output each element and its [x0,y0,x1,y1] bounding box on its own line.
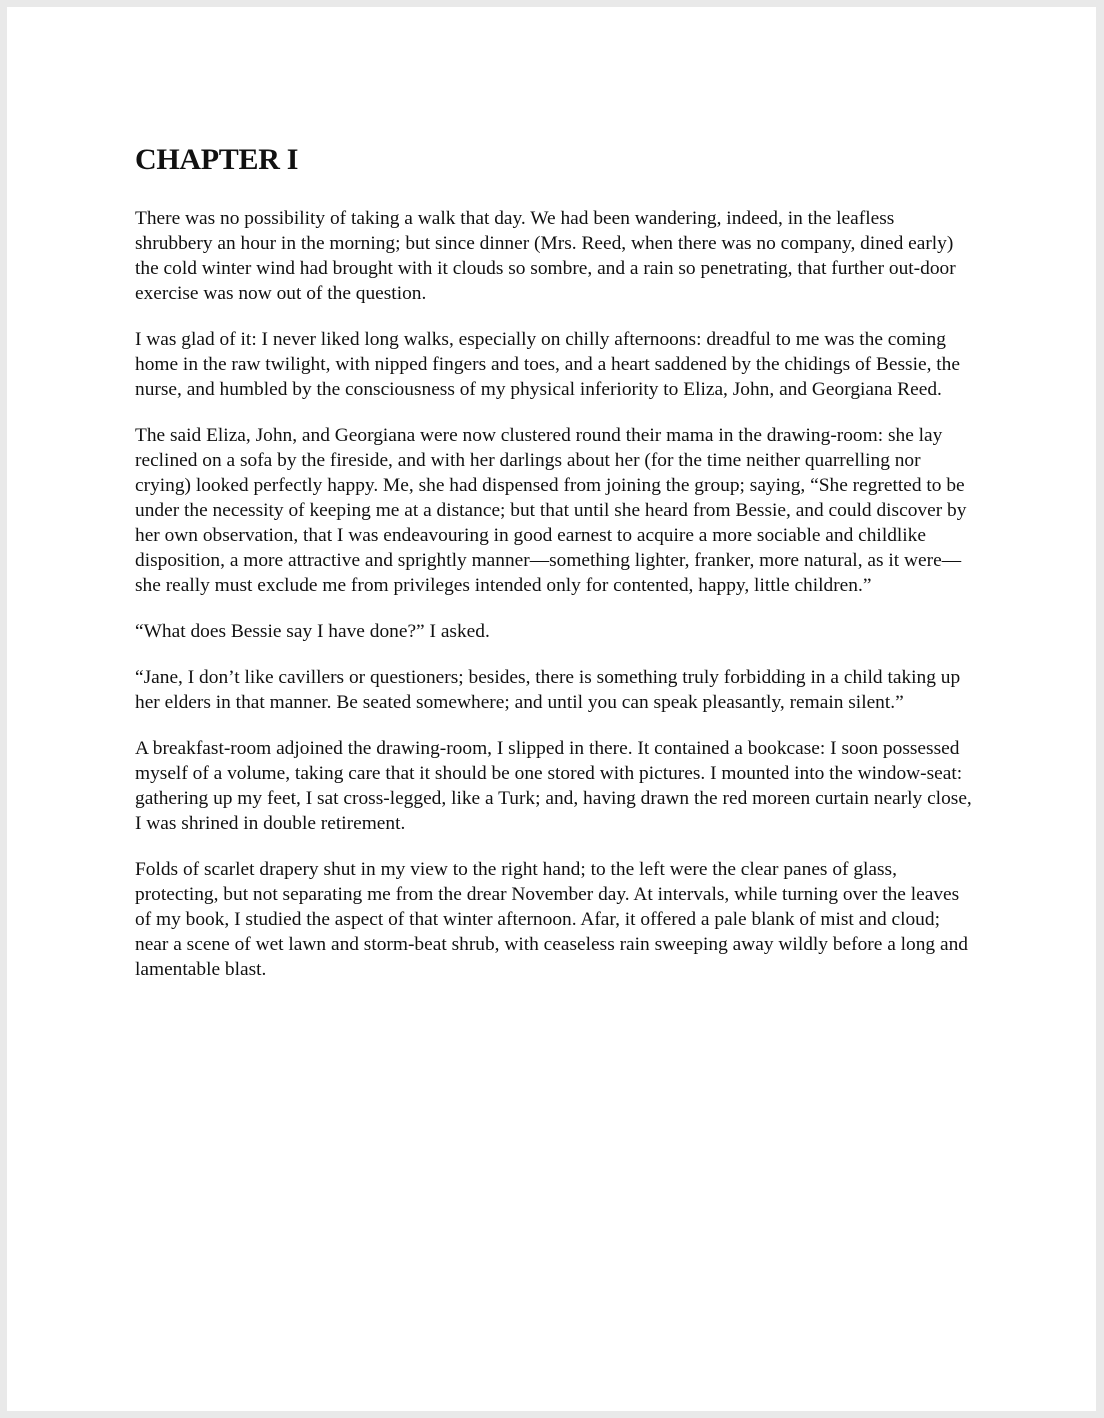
chapter-title: CHAPTER I [135,143,299,176]
paragraph: I was glad of it: I never liked long walks, especially on chilly afternoons: dreadful to me was the coming home in the raw twilight, with nipped fingers and toes, and a heart saddened by the chidings of Bessie, the nurse, and humbled by the consciousness of my physical inferiority to Eliza, John, and Georgiana Reed. [135,329,960,400]
paragraph: A breakfast-room adjoined the drawing-room, I slipped in there. It contained a bookcase: I soon possessed myself of a volume, taking care that it should be one stored with pictures. I mounted into the window-seat: gathering up my feet, I sat cross-legged, like a Turk; and, having drawn the red moreen curtain nearly close, I was shrined in double retirement. [135,738,972,834]
document-content [135,142,975,982]
paragraph: “Jane, I don’t like cavillers or questioners; besides, there is something truly forbidding in a child taking up her elders in that manner. Be seated somewhere; and until you can speak pleasantly, remain silent.” [135,667,961,713]
document-page [7,7,1096,1411]
paragraph: Folds of scarlet drapery shut in my view to the right hand; to the left were the clear panes of glass, protecting, but not separating me from the drear November day. At intervals, while turning over the leaves of my book, I studied the aspect of that winter afternoon. Afar, it offered a pale blank of mist and cloud; near a scene of wet lawn and storm-beat shrub, with ceaseless rain sweeping away wildly before a long and lamentable blast. [135,859,968,980]
paragraph: The said Eliza, John, and Georgiana were now clustered round their mama in the drawing-room: she lay reclined on a sofa by the fireside, and with her darlings about her (for the time neither quarrelling nor crying) looked perfectly happy. Me, she had dispensed from joining the group; saying, “She regretted to be under the necessity of keeping me at a distance; but that until she heard from Bessie, and could discover by her own observation, that I was endeavouring in good earnest to acquire a more sociable and childlike disposition, a more attractive and sprightly manner—something lighter, franker, more natural, as it were—she really must exclude me from privileges intended only for contented, happy, little children.” [135,425,967,596]
paragraph: There was no possibility of taking a walk that day. We had been wandering, indeed, in the leafless shrubbery an hour in the morning; but since dinner (Mrs. Reed, when there was no company, dined early) the cold winter wind had brought with it clouds so sombre, and a rain so penetrating, that further out-door exercise was now out of the question. [135,208,956,304]
paragraph: “What does Bessie say I have done?” I asked. [135,621,490,642]
